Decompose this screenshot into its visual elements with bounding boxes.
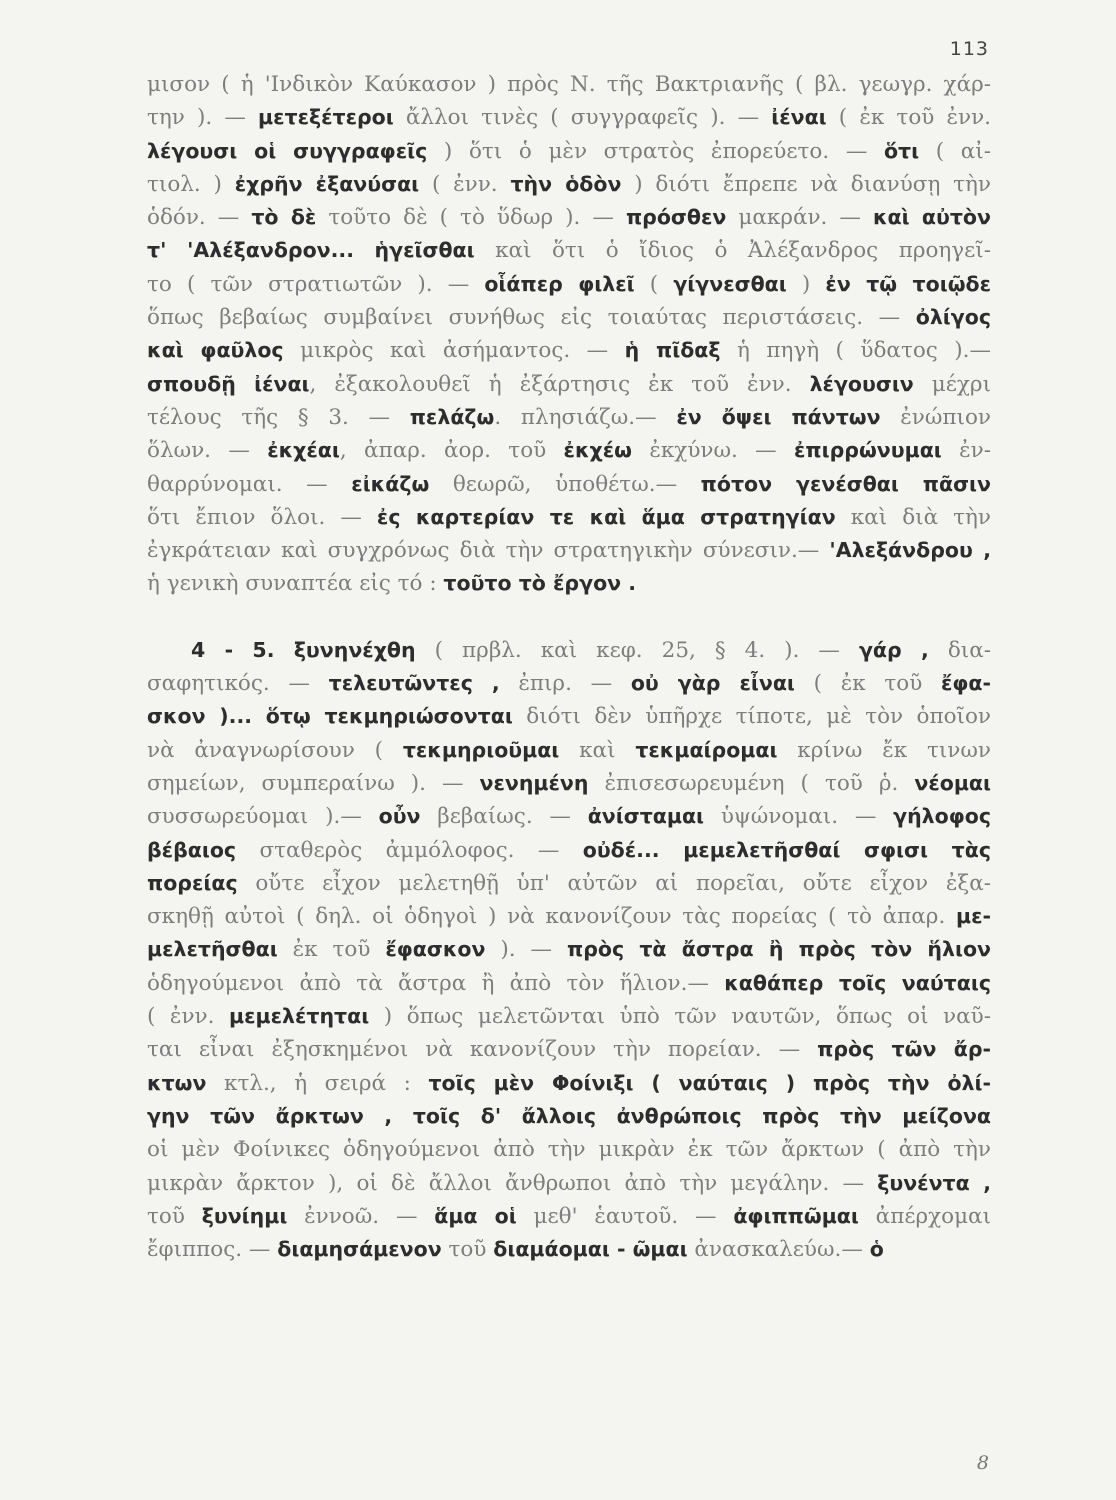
gloss-text: ἐνώπιον (880, 404, 991, 430)
lemma-bold: νενημένη (479, 770, 589, 795)
text-line (147, 434, 991, 467)
paragraph-gap (147, 601, 991, 634)
lemma-bold: γάρ , (858, 637, 929, 662)
signature-mark: 8 (976, 1452, 989, 1474)
lemma-bold: γίγνεσθαι (673, 271, 787, 296)
gloss-text: ὅτι ἔπιον ὅλοι. — (147, 504, 377, 530)
gloss-text: μικρὰν ἄρκτον ), οἱ δὲ ἄλλοι ἄνθρωποι ἀπὸ τὴν μεγάλην. — (147, 1170, 878, 1196)
lemma-bold: σπουδῇ ἰέναι (147, 371, 310, 396)
lemma-bold: τοῖς μὲν Φοίνιξι ( ναύταις ) πρὸς τὴν ὀλί- (428, 1070, 991, 1095)
gloss-text: ἡ πηγὴ ( ὕδατος ).— (720, 338, 991, 364)
lemma-bold: ἡ πῖδαξ (624, 338, 721, 363)
lemma-bold: λέγουσιν (809, 371, 914, 396)
text-line (147, 68, 991, 101)
gloss-text: ὁδηγούμενοι ἀπὸ τὰ ἄστρα ἢ ἀπὸ τὸν ἥλιον.— (147, 970, 725, 996)
body-text (147, 68, 991, 1266)
lemma-bold: 4 - 5. ξυνηνέχθη (191, 637, 416, 662)
gloss-text: ἐπιρ. — (499, 671, 631, 697)
gloss-text: ( πρβλ. καὶ κεφ. 25, § 4. ). — (415, 637, 859, 663)
page-number: 113 (949, 38, 989, 60)
lemma-bold: ἀνίσταμαι (587, 804, 705, 829)
gloss-text: ἀνασκαλεύω.— (687, 1237, 870, 1263)
lemma-bold: οὐδέ... μεμελετῆσθαί σφισι τὰς (582, 837, 991, 862)
gloss-text: ἄλλοι τινὲς ( συγγραφεῖς ). — (393, 105, 772, 131)
text-line (147, 933, 991, 966)
text-line (147, 834, 991, 867)
lemma-bold: βέβαιος (147, 837, 237, 862)
text-line (147, 967, 991, 1000)
lemma-bold: ἀφιππῶμαι (733, 1203, 859, 1228)
text-line (147, 334, 991, 367)
gloss-text: ἀπέρχομαι (858, 1203, 991, 1229)
lemma-bold: τὸ δὲ (251, 205, 317, 230)
gloss-text: ἐγκράτειαν καὶ συγχρόνως διὰ τὴν στρατηγικὴν σύνεσιν.— (147, 538, 830, 564)
lemma-bold: μετεξέτεροι (257, 105, 394, 130)
text-line (147, 1167, 991, 1200)
lemma-bold: οἷάπερ φιλεῖ (484, 271, 635, 296)
lemma-bold: με- (955, 904, 991, 929)
gloss-text: , ἐξακολουθεῖ ἡ ἐξάρτησις ἐκ τοῦ ἐνν. (309, 371, 810, 397)
lemma-bold: ὅτι (883, 138, 920, 163)
lemma-bold: οὖν (378, 804, 421, 829)
lemma-bold: ἅμα οἱ (434, 1203, 517, 1228)
lemma-bold: τ' 'Αλέξανδρον... (147, 238, 355, 263)
gloss-text: ) ὅπως μελετῶνται ὑπὸ τῶν ναυτῶν, ὅπως οἱ ναῦ- (369, 1004, 991, 1030)
gloss-text: σαφητικός. — (147, 671, 329, 697)
text-line (147, 1033, 991, 1066)
gloss-text: ( ἐνν. (419, 171, 511, 197)
gloss-text: ) διότι ἔπρεπε νὰ διανύσῃ τὴν (621, 171, 991, 197)
gloss-text: . πλησιάζω.— (494, 404, 677, 430)
lemma-bold: ἐκχέαι (267, 438, 340, 463)
gloss-text: κρίνω ἔκ τινων (777, 737, 991, 763)
gloss-text: ( (634, 271, 674, 297)
text-line (147, 1200, 991, 1233)
text-line (147, 201, 991, 234)
lemma-bold: ὀλίγος (915, 305, 991, 330)
gloss-text: τέλους τῆς § 3. — (147, 404, 410, 430)
gloss-text: ἡ γενικὴ συναπτέα εἰς τό : (147, 571, 444, 597)
lemma-bold: κτων (147, 1070, 207, 1095)
lemma-bold: γην τῶν ἄρκτων , τοῖς δ' ἄλλοις ἀνθρώποις πρὸς τὴν μείζονα (147, 1103, 991, 1128)
text-line (147, 1067, 991, 1100)
lemma-bold: ἔφα- (940, 671, 991, 696)
lemma-bold: νέομαι (914, 770, 991, 795)
gloss-text: ἐν- (941, 438, 991, 464)
lemma-bold: ὁ (869, 1237, 884, 1262)
gloss-text: τοῦ (441, 1237, 494, 1263)
gloss-text: καὶ ὅτι ὁ ἴδιος ὁ Ἀλέξανδρος προηγεῖ- (474, 238, 991, 264)
gloss-text: συσσωρεύομαι ).— (147, 804, 379, 830)
lemma-bold: πελάζω (409, 404, 495, 429)
gloss-text: ( ἐκ τοῦ (794, 671, 941, 697)
lemma-bold: πρὸς τὰ ἄστρα ἢ πρὸς τὸν ἥλιον (566, 937, 991, 962)
gloss-text: μικρὸς καὶ ἀσήμαντος. — (283, 338, 625, 364)
lemma-bold: ἐν τῷ τοιῷδε (825, 271, 991, 296)
text-line (147, 667, 991, 700)
gloss-text: τοῦτο δὲ ( τὸ ὕδωρ ). — (316, 205, 626, 231)
lemma-bold: εἰκάζω (351, 471, 430, 496)
lemma-bold: πρὸς τῶν ἄρ- (817, 1037, 991, 1062)
gloss-text: βεβαίως. — (420, 804, 588, 830)
gloss-text: ἐκ τοῦ (277, 937, 386, 963)
gloss-text: ). — (485, 937, 567, 963)
gloss-text: τοῦ (147, 1203, 202, 1229)
lemma-bold: καὶ φαῦλος (147, 338, 284, 363)
lemma-bold: γήλοφος (893, 804, 991, 829)
text-line (147, 268, 991, 301)
lemma-bold: διαμάομαι - ῶμαι (493, 1237, 688, 1262)
text-line (147, 767, 991, 800)
gloss-text: , ἀπαρ. ἀορ. τοῦ (339, 438, 564, 464)
lemma-bold: ἐκχέω (563, 438, 632, 463)
text-line (147, 1000, 991, 1033)
lemma-bold: μελετῆσθαι (147, 937, 278, 962)
gloss-text: ὑψώνομαι. — (704, 804, 894, 830)
gloss-text: καὶ διὰ τὴν (835, 504, 991, 530)
gloss-text: ( ἐνν. (147, 1004, 229, 1030)
gloss-text: μισον ( ἡ 'Ινδικὸν Καύκασον ) πρὸς Ν. τῆς Βακτριανῆς ( βλ. γεωγρ. χάρ- (147, 72, 991, 97)
gloss-text: καὶ (559, 737, 636, 763)
lemma-bold: τοῦτο τὸ ἔργον . (443, 571, 637, 596)
text-line (147, 700, 991, 733)
gloss-text: ἐπισεσωρευμένη ( τοῦ ῥ. (588, 770, 915, 796)
gloss-text: οἱ μὲν Φοίνικες ὁδηγούμενοι ἀπὸ τὴν μικρὰν ἐκ τῶν ἄρκτων ( ἀπὸ τὴν (147, 1137, 991, 1163)
gloss-text: τιολ. ) (147, 171, 235, 197)
text-line (147, 301, 991, 334)
lemma-bold: τεκμαίρομαι (635, 737, 778, 762)
text-line (147, 734, 991, 767)
gloss-text: διότι δὲν ὑπῆρχε τίποτε, μὲ τὸν ὁποῖον (512, 704, 991, 730)
lemma-bold: ἡγεῖσθαι (374, 238, 475, 263)
text-line (147, 401, 991, 434)
lemma-bold: μεμελέτηται (229, 1004, 370, 1029)
text-line (147, 1100, 991, 1133)
gloss-text: μέχρι (913, 371, 991, 397)
gloss-text: ὁδόν. — (147, 205, 252, 231)
gloss-text: σημείων, συμπεραίνω ). — (147, 770, 480, 796)
lemma-bold: διαμησάμενον (277, 1237, 442, 1262)
gloss-text: ) ὅτι ὁ μὲν στρατὸς ἐπορεύετο. — (427, 138, 884, 164)
lemma-bold: τὴν ὁδὸν (510, 171, 622, 196)
lemma-bold: πρόσθεν (625, 205, 727, 230)
text-line (147, 101, 991, 134)
text-line (147, 534, 991, 567)
lemma-bold: ἐπιρρώνυμαι (794, 438, 942, 463)
gloss-text: ) (786, 271, 826, 297)
lemma-bold: ἐς καρτερίαν τε καὶ ἅμα στρατηγίαν (376, 504, 836, 529)
gloss-text (354, 238, 375, 263)
gloss-text: μακράν. — (726, 205, 873, 231)
gloss-text: ὅπως βεβαίως συμβαίνει συνήθως εἰς τοιαύτας περιστάσεις. — (147, 305, 916, 331)
lemma-bold: λέγουσι οἱ συγγραφεῖς (147, 138, 428, 163)
gloss-text: θαρρύνομαι. — (147, 471, 352, 497)
text-line (147, 468, 991, 501)
gloss-text: την ). — (147, 105, 258, 131)
gloss-text: ἐννοῶ. — (287, 1203, 435, 1229)
text-line (147, 234, 991, 267)
lemma-bold: ἰέναι (771, 105, 827, 130)
lemma-bold: ξυνίημι (201, 1203, 288, 1228)
lemma-bold: σκον )... ὅτῳ τεκμηριώσονται (147, 704, 513, 729)
gloss-text: ἐκχύνω. — (631, 438, 795, 464)
gloss-text: σκηθῇ αὐτοὶ ( δηλ. οἱ ὁδηγοὶ ) νὰ κανονίζουν τὰς πορείας ( τὸ ἀπαρ. (147, 904, 956, 930)
gloss-text: ( ἐκ τοῦ ἐνν. (826, 105, 991, 131)
text-line (147, 567, 991, 600)
lemma-bold: πότον γενέσθαι πᾶσιν (700, 471, 991, 496)
text-line (147, 1133, 991, 1166)
lemma-bold: οὐ γὰρ εἶναι (630, 671, 795, 696)
lemma-bold: ἔφασκον (385, 937, 486, 962)
lemma-bold: τελευτῶντες , (328, 671, 500, 696)
gloss-text: μεθ' ἑαυτοῦ. — (516, 1203, 734, 1229)
gloss-text: οὔτε εἶχον μελετηθῇ ὑπ' αὐτῶν αἱ πορεῖαι, οὔτε εἶχον ἐξα- (237, 870, 991, 896)
lemma-bold: ἐχρῆν ἐξανύσαι (234, 171, 420, 196)
text-line (147, 135, 991, 168)
text-line (147, 634, 991, 667)
gloss-text: κτλ., ἡ σειρά : (206, 1070, 429, 1096)
lemma-bold: καὶ αὐτὸν (872, 205, 991, 230)
text-line (147, 900, 991, 933)
text-line (147, 1233, 991, 1266)
text-line (147, 168, 991, 201)
gloss-text: νὰ ἀναγνωρίσουν ( (147, 737, 403, 763)
gloss-text: σταθερὸς ἀμμόλοφος. — (236, 837, 583, 863)
gloss-text: το ( τῶν στρατιωτῶν ). — (147, 271, 485, 297)
gloss-text: ἔφιππος. — (147, 1237, 278, 1263)
text-line (147, 368, 991, 401)
text-line (147, 501, 991, 534)
lemma-bold: πορείας (147, 870, 238, 895)
lemma-bold: ξυνέντα , (877, 1170, 991, 1195)
gloss-text: ται εἶναι ἐξησκημένοι νὰ κανονίζουν τὴν πορείαν. — (147, 1037, 818, 1063)
lemma-bold: ἐν ὄψει πάντων (676, 404, 881, 429)
lemma-bold: τεκμηριοῦμαι (402, 737, 560, 762)
text-line (147, 867, 991, 900)
gloss-text: ὅλων. — (147, 438, 268, 464)
lemma-bold: 'Αλεξάνδρου , (829, 538, 991, 563)
gloss-text: δια- (928, 637, 991, 663)
lemma-bold: καθάπερ τοῖς ναύταις (724, 970, 991, 995)
gloss-text: ( αἰ- (919, 138, 991, 164)
gloss-text: θεωρῶ, ὑποθέτω.— (429, 471, 701, 497)
text-line (147, 800, 991, 833)
